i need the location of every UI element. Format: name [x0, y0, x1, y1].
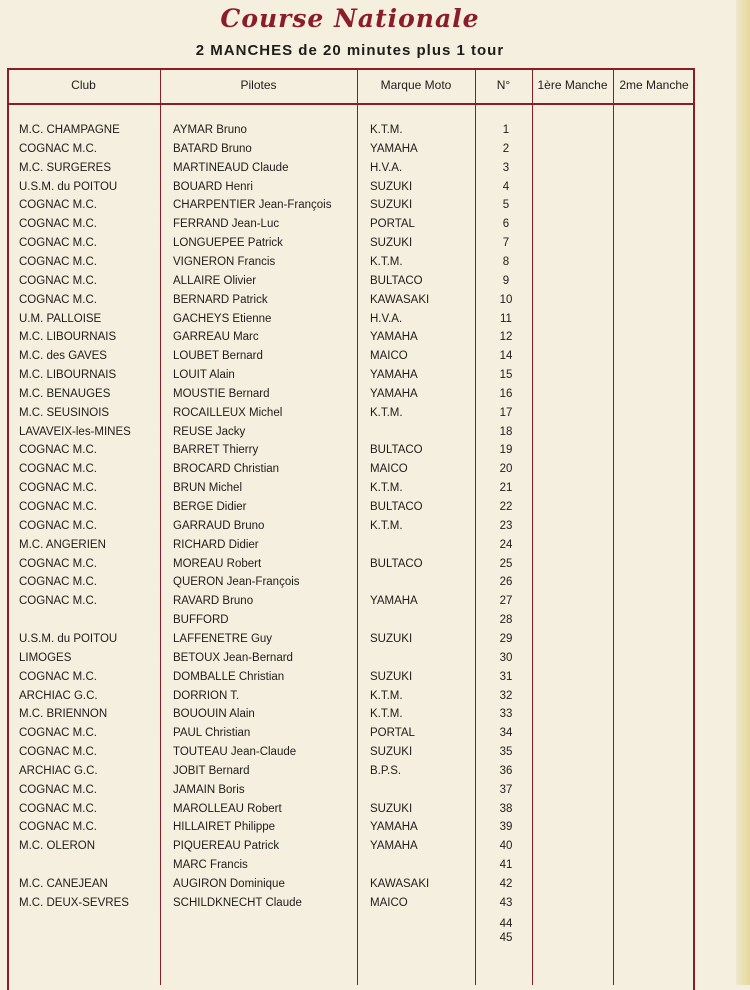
club-cell: M.C. DEUX-SEVRES [19, 896, 129, 909]
table-row [0, 878, 700, 897]
moto-cell: MAICO [370, 463, 408, 476]
pilot-cell: RAVARD Bruno [173, 595, 254, 608]
number-cell: 6 [502, 218, 510, 231]
number-cell: 23 [499, 519, 513, 532]
moto-cell: H.V.A. [370, 312, 403, 325]
number-cell: 30 [499, 651, 513, 664]
moto-cell: SUZUKI [370, 746, 413, 759]
moto-cell: KAWASAKI [370, 293, 430, 306]
club-cell: COGNAC M.C. [19, 255, 97, 268]
pilot-cell: BATARD Bruno [173, 142, 252, 155]
pilot-cell: ALLAIRE Olivier [173, 274, 257, 287]
moto-cell: SUZUKI [370, 670, 413, 683]
number-cell: 7 [502, 237, 510, 250]
pilot-cell: BARRET Thierry [173, 444, 259, 457]
header-manche-2: 2me Manche [619, 78, 689, 92]
club-cell: COGNAC M.C. [19, 670, 97, 683]
table-row [0, 897, 700, 916]
club-cell: COGNAC M.C. [19, 557, 97, 570]
pilot-cell: AYMAR Bruno [173, 124, 247, 136]
pilot-cell: LOUBET Bernard [173, 350, 263, 363]
moto-cell: YAMAHA [370, 142, 418, 155]
table-row [0, 124, 700, 143]
table-row [0, 652, 700, 671]
table-row [0, 859, 700, 878]
pilot-cell: HILLAIRET Philippe [173, 821, 276, 834]
pilot-cell: BRUN Michel [173, 482, 243, 495]
club-cell: COGNAC M.C. [19, 274, 97, 287]
table-row [0, 294, 700, 313]
table-row [0, 501, 700, 520]
pilot-cell: AUGIRON Dominique [173, 878, 285, 890]
pilot-cell: REUSE Jacky [173, 425, 246, 438]
number-cell: 29 [499, 632, 513, 645]
table-row [0, 708, 700, 727]
number-cell: 32 [499, 689, 513, 702]
number-cell: 8 [502, 255, 510, 268]
table-row [0, 218, 700, 237]
table-row [0, 840, 700, 859]
pilot-cell: BETOUX Jean-Bernard [173, 651, 293, 664]
moto-cell: YAMAHA [370, 369, 418, 382]
pilot-cell: VIGNERON Francis [173, 255, 276, 268]
table-row [0, 482, 700, 501]
table-row [0, 558, 700, 577]
club-cell: COGNAC M.C. [19, 444, 97, 457]
moto-cell: BULTACO [370, 501, 423, 513]
number-cell: 19 [499, 444, 513, 457]
club-cell: M.C. LIBOURNAIS [19, 331, 117, 344]
pilot-cell: QUERON Jean-François [173, 576, 300, 589]
moto-cell: MAICO [370, 896, 408, 909]
unassigned-number: 44 [499, 918, 513, 930]
table-row [0, 595, 700, 614]
table-row [0, 765, 700, 784]
moto-cell: H.V.A. [370, 161, 403, 174]
number-cell: 31 [499, 670, 513, 683]
moto-cell: KAWASAKI [370, 878, 430, 890]
table-row [0, 690, 700, 709]
club-cell: COGNAC M.C. [19, 595, 97, 608]
moto-cell: PORTAL [370, 727, 415, 740]
club-cell: M.C. BRIENNON [19, 708, 108, 721]
number-cell: 2 [502, 142, 510, 155]
moto-cell: K.T.M. [370, 708, 403, 721]
club-cell: LIMOGES [19, 651, 72, 664]
number-cell: 28 [499, 614, 513, 627]
club-cell: U.S.M. du POITOU [19, 632, 118, 645]
number-cell: 12 [499, 331, 513, 344]
paper-edge [736, 0, 750, 985]
number-cell: 34 [499, 727, 513, 740]
table-row [0, 143, 700, 162]
number-cell: 43 [499, 896, 513, 909]
pilot-cell: BROCARD Christian [173, 463, 280, 476]
pilot-cell: FERRAND Jean-Luc [173, 218, 280, 231]
pilot-cell: BOUARD Henri [173, 180, 253, 193]
pilot-cell: LOUIT Alain [173, 369, 235, 382]
table-row [0, 181, 700, 200]
pilot-cell: BUFFORD [173, 614, 229, 627]
number-cell: 27 [499, 595, 513, 608]
club-cell: M.C. OLERON [19, 840, 96, 853]
pilot-cell: GACHEYS Etienne [173, 312, 272, 325]
pilot-cell: ROCAILLEUX Michel [173, 406, 283, 419]
number-cell: 9 [502, 274, 510, 287]
table-row [0, 803, 700, 822]
table-row [0, 539, 700, 558]
number-cell: 14 [499, 350, 513, 363]
number-cell: 5 [502, 199, 510, 212]
table-row [0, 727, 700, 746]
club-cell: ARCHIAC G.C. [19, 689, 98, 702]
pilot-cell: MARC Francis [173, 859, 248, 872]
moto-cell: YAMAHA [370, 821, 418, 834]
table-row [0, 444, 700, 463]
number-cell: 1 [502, 124, 510, 136]
moto-cell: YAMAHA [370, 387, 418, 400]
number-cell: 42 [499, 878, 513, 890]
club-cell: COGNAC M.C. [19, 463, 97, 476]
club-cell: COGNAC M.C. [19, 237, 97, 250]
pilot-cell: MAROLLEAU Robert [173, 802, 282, 815]
club-cell: COGNAC M.C. [19, 199, 97, 212]
number-cell: 20 [499, 463, 513, 476]
club-cell: M.C. SEUSINOIS [19, 406, 110, 419]
club-cell: U.M. PALLOISE [19, 312, 102, 325]
moto-cell: SUZUKI [370, 199, 413, 212]
number-cell: 24 [499, 538, 513, 551]
club-cell: COGNAC M.C. [19, 293, 97, 306]
table-row [0, 784, 700, 803]
club-cell: COGNAC M.C. [19, 821, 97, 834]
number-cell: 40 [499, 840, 513, 853]
pilot-cell: TOUTEAU Jean-Claude [173, 746, 297, 759]
club-cell: M.C. SURGERES [19, 161, 112, 174]
moto-cell: BULTACO [370, 557, 423, 570]
club-cell: M.C. LIBOURNAIS [19, 369, 117, 382]
number-cell: 39 [499, 821, 513, 834]
pilot-cell: MARTINEAUD Claude [173, 161, 289, 174]
pilot-cell: DOMBALLE Christian [173, 670, 285, 683]
number-cell: 16 [499, 387, 513, 400]
moto-cell: K.T.M. [370, 482, 403, 495]
table-row [0, 275, 700, 294]
moto-cell: YAMAHA [370, 840, 418, 853]
table-row [0, 313, 700, 332]
table-row [0, 520, 700, 539]
number-cell: 33 [499, 708, 513, 721]
moto-cell: BULTACO [370, 274, 423, 287]
pilot-cell: JAMAIN Boris [173, 783, 245, 796]
club-cell: COGNAC M.C. [19, 218, 97, 231]
pilot-cell: BOUOUIN Alain [173, 708, 255, 721]
table-row [0, 407, 700, 426]
table-row [0, 331, 700, 350]
pilot-cell: BERGE Didier [173, 501, 247, 513]
pilot-cell: CHARPENTIER Jean-François [173, 199, 332, 212]
number-cell: 37 [499, 783, 513, 796]
number-cell: 3 [502, 161, 510, 174]
pilot-cell: GARRAUD Bruno [173, 519, 265, 532]
header-manche-1: 1ère Manche [537, 78, 608, 92]
number-cell: 36 [499, 764, 513, 777]
page-subtitle: 2 MANCHES de 20 minutes plus 1 tour [195, 42, 505, 59]
club-cell: COGNAC M.C. [19, 142, 97, 155]
number-cell: 38 [499, 802, 513, 815]
number-cell: 22 [499, 501, 513, 513]
moto-cell: K.T.M. [370, 406, 403, 419]
pilot-cell: LONGUEPEE Patrick [173, 237, 283, 250]
moto-cell: SUZUKI [370, 802, 413, 815]
club-cell: COGNAC M.C. [19, 783, 97, 796]
number-cell: 41 [499, 859, 513, 872]
club-cell: COGNAC M.C. [19, 519, 97, 532]
header-numero: N° [496, 78, 511, 92]
pilot-cell: MOUSTIE Bernard [173, 387, 270, 400]
table-row [0, 256, 700, 275]
club-cell: M.C. BENAUGES [19, 387, 111, 400]
number-cell: 10 [499, 293, 513, 306]
pilot-cell: BERNARD Patrick [173, 293, 268, 306]
pilot-cell: JOBIT Bernard [173, 764, 250, 777]
pilot-cell: LAFFENETRE Guy [173, 632, 273, 645]
moto-cell: K.T.M. [370, 689, 403, 702]
number-cell: 17 [499, 406, 513, 419]
moto-cell: YAMAHA [370, 331, 418, 344]
club-cell: COGNAC M.C. [19, 727, 97, 740]
number-cell: 4 [502, 180, 510, 193]
table-row [0, 671, 700, 690]
number-cell: 11 [500, 312, 512, 325]
pilot-cell: DORRION T. [173, 689, 240, 702]
table-row [0, 821, 700, 840]
club-cell: COGNAC M.C. [19, 576, 97, 589]
header-divider [7, 103, 695, 105]
table-row [0, 426, 700, 445]
moto-cell: B.P.S. [370, 764, 402, 777]
moto-cell: SUZUKI [370, 237, 413, 250]
club-cell: COGNAC M.C. [19, 746, 97, 759]
page-title: Course Nationale [220, 4, 480, 33]
table-row [0, 576, 700, 595]
club-cell: ARCHIAC G.C. [19, 764, 98, 777]
moto-cell: K.T.M. [370, 519, 403, 532]
table-row [0, 199, 700, 218]
pilot-cell: PAUL Christian [173, 727, 251, 740]
moto-cell: SUZUKI [370, 632, 413, 645]
club-cell: M.C. CHAMPAGNE [19, 124, 120, 136]
number-cell: 21 [499, 482, 513, 495]
unassigned-number: 45 [499, 932, 513, 944]
club-cell: COGNAC M.C. [19, 501, 97, 513]
pilot-cell: MOREAU Robert [173, 557, 262, 570]
table-row [0, 633, 700, 652]
table-row [0, 463, 700, 482]
club-cell: LAVAVEIX-les-MINES [19, 425, 131, 438]
number-cell: 18 [499, 425, 513, 438]
table-row [0, 614, 700, 633]
moto-cell: PORTAL [370, 218, 415, 231]
moto-cell: K.T.M. [370, 255, 403, 268]
pilot-cell: PIQUEREAU Patrick [173, 840, 280, 853]
header-club: Club [71, 78, 96, 92]
header-pilotes: Pilotes [240, 78, 277, 92]
moto-cell: SUZUKI [370, 180, 413, 193]
number-cell: 35 [499, 746, 513, 759]
club-cell: COGNAC M.C. [19, 802, 97, 815]
table-row [0, 369, 700, 388]
moto-cell: MAICO [370, 350, 408, 363]
table-row [0, 162, 700, 181]
table-row [0, 350, 700, 369]
club-cell: M.C. des GAVES [19, 350, 107, 363]
club-cell: M.C. ANGERIEN [19, 538, 106, 551]
pilot-cell: SCHILDKNECHT Claude [173, 896, 302, 909]
pilot-cell: GARREAU Marc [173, 331, 259, 344]
moto-cell: BULTACO [370, 444, 423, 457]
table-row [0, 388, 700, 407]
moto-cell: K.T.M. [370, 124, 403, 136]
moto-cell: YAMAHA [370, 595, 418, 608]
pilot-cell: RICHARD Didier [173, 538, 259, 551]
club-cell: U.S.M. du POITOU [19, 180, 118, 193]
number-cell: 15 [499, 369, 513, 382]
club-cell: M.C. CANEJEAN [19, 878, 108, 890]
table-row [0, 237, 700, 256]
number-cell: 26 [499, 576, 513, 589]
number-cell: 25 [499, 557, 513, 570]
club-cell: COGNAC M.C. [19, 482, 97, 495]
header-marque-moto: Marque Moto [380, 78, 452, 92]
table-row [0, 746, 700, 765]
